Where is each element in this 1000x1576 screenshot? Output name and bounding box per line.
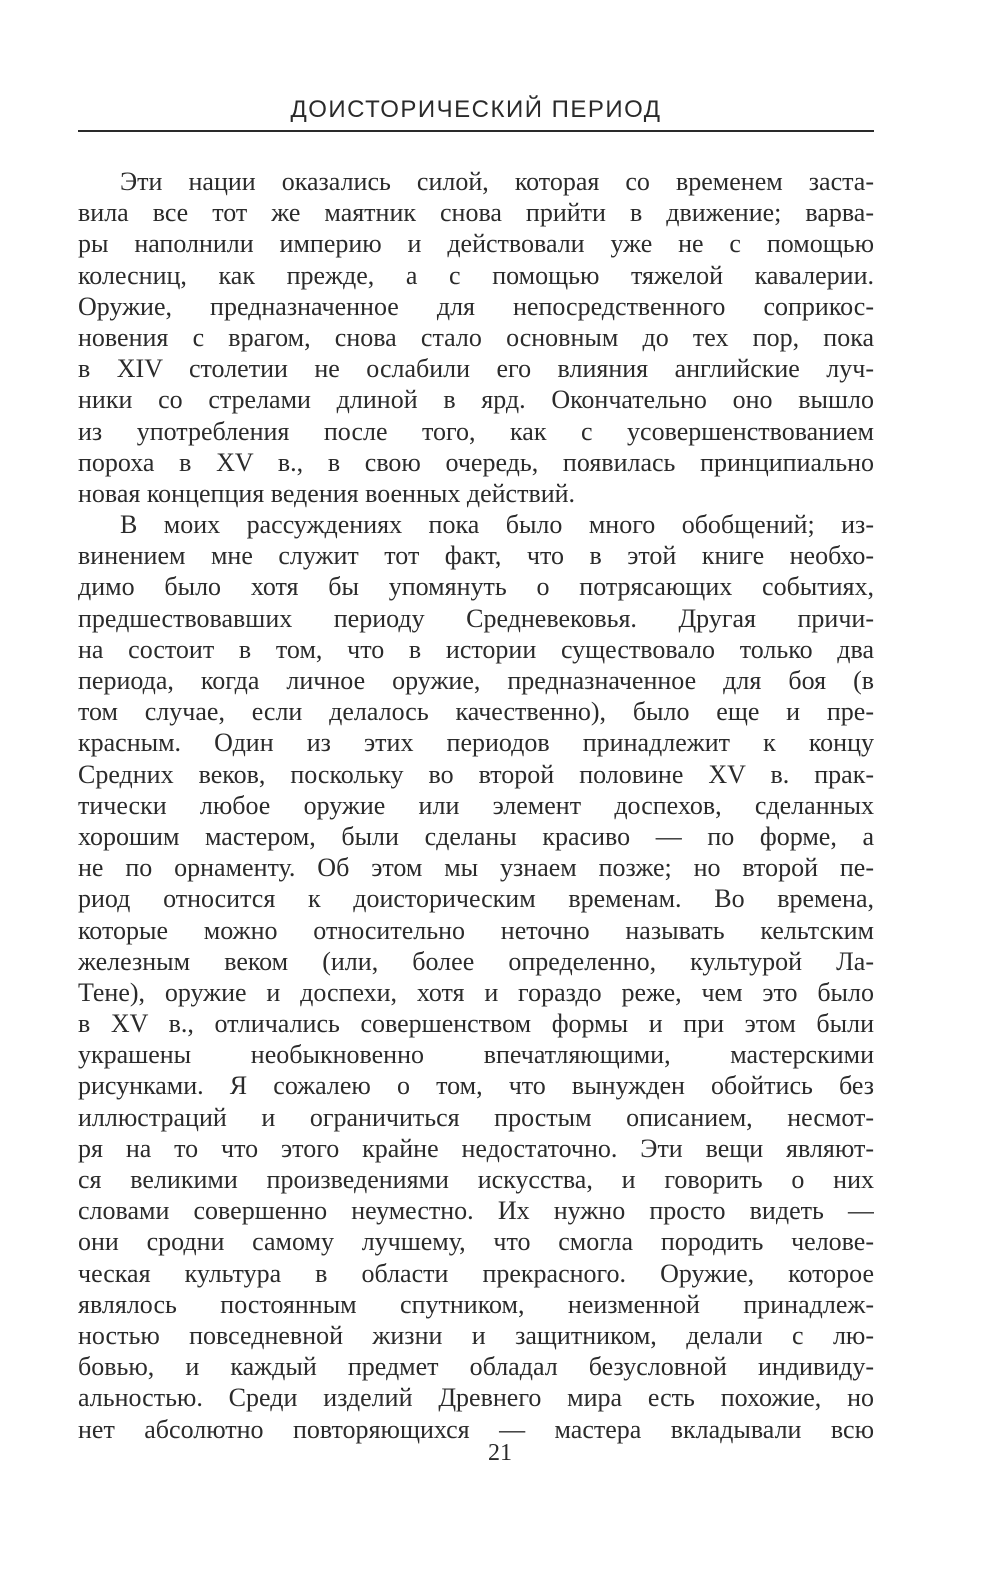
text-line: альностью. Среди изделий Древнего мира есть похожие, но [78, 1383, 874, 1413]
page-number: 21 [488, 1440, 512, 1466]
text-line: винением мне служит тот факт, что в этой книге необхо- [78, 541, 874, 571]
text-line: ческая культура в области прекрасного. Оружие, которое [78, 1258, 874, 1288]
text-line: нет абсолютно повторяющихся — мастера вкладывали всю [78, 1414, 874, 1444]
text-line: ностью повседневной жизни и защитником, делали с лю- [78, 1320, 874, 1350]
text-line: которые можно относительно неточно называть кельтским [78, 915, 874, 945]
text-line: железным веком (или, более определенно, культурой Ла- [78, 946, 874, 976]
text-line: рисунками. Я сожалею о том, что вынужден обойтись без [78, 1071, 874, 1101]
text-line: Средних веков, поскольку во второй половине XV в. прак- [78, 759, 874, 789]
body-text [78, 166, 874, 1445]
text-line: риод относится к доисторическим временам. Во времена, [78, 884, 874, 914]
text-line: периода, когда личное оружие, предназначенное для боя (в [78, 666, 874, 695]
text-line: украшены необыкновенно впечатляющими, мастерскими [78, 1040, 874, 1070]
text-line: в XV в., отличались совершенством формы и при этом были [78, 1009, 874, 1039]
text-line: ники со стрелами длиной в ярд. Окончательно оно вышло [78, 385, 874, 415]
text-line: являлось постоянным спутником, неизменной принадлеж- [78, 1289, 874, 1319]
text-line: не по орнаменту. Об этом мы узнаем позже; но второй пе- [78, 853, 874, 883]
text-line: вила все тот же маятник снова прийти в движение; варва- [78, 198, 874, 228]
text-line: бовью, и каждый предмет обладал безусловной индивиду- [78, 1352, 874, 1382]
text-line: новения с врагом, снова стало основным до тех пор, пока [78, 322, 874, 352]
text-line: ся великими произведениями искусства, и говорить о них [78, 1165, 874, 1194]
running-head: ДОИСТОРИЧЕСКИЙ ПЕРИОД [290, 96, 662, 123]
text-line: тически любое оружие или элемент доспехов, сделанных [78, 790, 874, 820]
text-line: колесниц, как прежде, а с помощью тяжелой кавалерии. [78, 260, 874, 290]
text-line: Оружие, предназначенное для непосредственного соприкос- [78, 291, 874, 321]
text-line: ры наполнили империю и действовали уже не с помощью [78, 229, 874, 259]
text-line: красным. Один из этих периодов принадлежит к концу [78, 728, 874, 758]
text-line: на состоит в том, что в истории существовало только два [78, 634, 874, 664]
text-line: Тене), оружие и доспехи, хотя и гораздо реже, чем это было [78, 977, 874, 1007]
text-line: иллюстраций и ограничиться простым описанием, несмот- [78, 1102, 874, 1132]
header-rule [78, 130, 874, 132]
text-line: В моих рассуждениях пока было много обобщений; из- [120, 510, 874, 540]
text-line: димо было хотя бы упомянуть о потрясающих событиях, [78, 572, 874, 602]
text-line: в XIV столетии не ослабили его влияния английские луч- [78, 354, 874, 384]
text-line: новая концепция ведения военных действий. [78, 478, 576, 508]
text-line: они сродни самому лучшему, что смогла породить челове- [78, 1227, 874, 1257]
paragraph-2 [78, 509, 874, 1445]
text-line: хорошим мастером, были сделаны красиво — по форме, а [78, 821, 874, 851]
text-line: словами совершенно неуместно. Их нужно просто видеть — [78, 1196, 874, 1226]
text-line: из употребления после того, как с усовершенствованием [78, 416, 874, 446]
text-line: ря на то что этого крайне недостаточно. Эти вещи являют- [78, 1133, 874, 1163]
paragraph-1 [78, 166, 874, 509]
text-line: Эти нации оказались силой, которая со временем заста- [120, 167, 874, 196]
text-line: пороха в XV в., в свою очередь, появилась принципиально [78, 447, 874, 477]
text-line: том случае, если делалось качественно), было еще и пре- [78, 697, 874, 727]
text-line: предшествовавших периоду Средневековья. Другая причи- [78, 603, 874, 633]
